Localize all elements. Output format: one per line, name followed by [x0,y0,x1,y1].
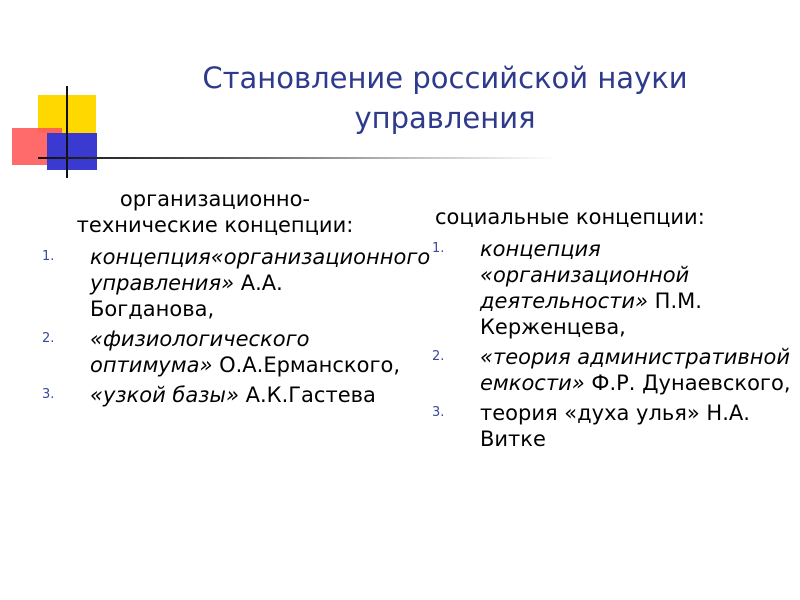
list-item [40,326,400,378]
list-number: 3. [42,387,55,402]
item-author: О.А.Ерманского, [212,353,401,377]
left-column [40,186,431,412]
left-list [40,244,431,408]
right-column [430,204,795,456]
item-italic-text: «теория административной емкости» [480,345,790,395]
item-author: А.А. Богданова, [90,271,283,321]
vertical-rule [66,86,68,178]
blue-square [47,133,97,170]
item-italic-text: концепция«организационного управления» [90,245,431,295]
list-number: 1. [432,241,445,256]
list-number: 1. [42,249,55,264]
list-number: 2. [432,349,445,364]
item-italic-text: «узкой базы» [90,383,239,407]
item-author: П.М. Керженцева, [480,289,702,339]
item-author: теория «духа улья» Н.А. Витке [480,401,750,451]
list-number: 2. [42,331,55,346]
item-italic-text: концепция «организационной деятельности» [480,237,690,313]
list-item [40,244,431,322]
right-heading: социальные концепции: [435,205,705,229]
left-heading: организационно-технические концепции: [76,187,354,237]
right-list [430,236,795,452]
title-underline [38,157,558,159]
list-number: 3. [432,405,445,420]
item-italic-text: «физиологического оптимума» [90,327,310,377]
list-item [40,382,400,408]
slide-title: Становление российской науки управления [202,61,688,135]
list-item [430,400,795,452]
list-item [430,236,795,340]
list-item [430,344,795,396]
item-author: Ф.Р. Дунаевского, [584,371,791,395]
item-author: А.К.Гастева [238,383,376,407]
